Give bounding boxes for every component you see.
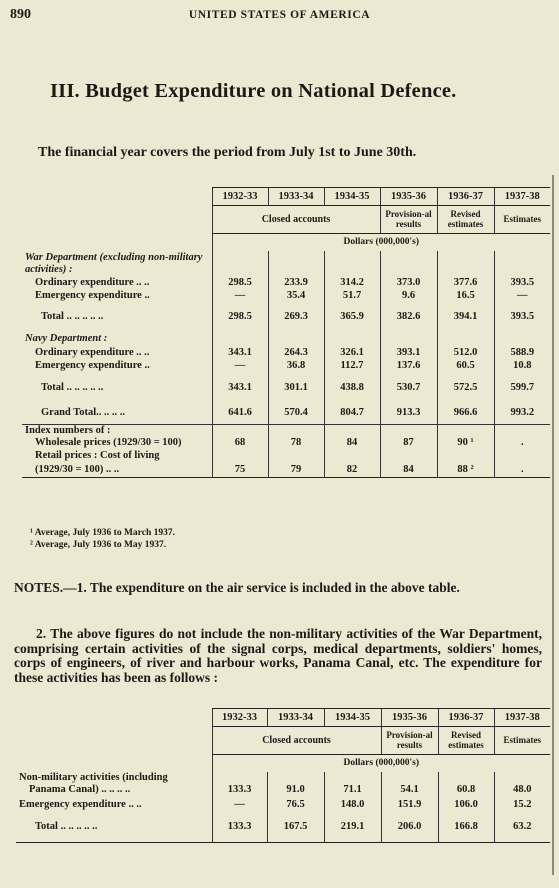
cell: 393.5 <box>494 277 550 290</box>
war-heading-row <box>22 251 550 277</box>
cell: 133.3 <box>212 813 267 843</box>
war-department-heading: War Department (excluding non-military activities) : <box>25 251 203 275</box>
cell: 10.8 <box>494 360 550 373</box>
year-header: 1935-36 <box>381 709 438 727</box>
row-label: Non-military activities (including <box>19 771 168 783</box>
cell: 966.6 <box>437 403 494 425</box>
table-row <box>22 277 550 290</box>
cell: 570.4 <box>268 403 324 425</box>
cell: 233.9 <box>268 277 324 290</box>
cell: 365.9 <box>324 303 380 331</box>
table-row <box>22 303 550 331</box>
cell: 377.6 <box>437 277 494 290</box>
cell: 68 <box>212 437 268 450</box>
cell: 298.5 <box>212 277 268 290</box>
total-row <box>16 813 550 843</box>
navy-heading-row <box>22 331 550 347</box>
cell: 112.7 <box>324 360 380 373</box>
cell: . <box>494 462 550 478</box>
revised-header: Revised estimates <box>438 727 494 755</box>
cell: 88 ² <box>437 462 494 478</box>
cell: 82 <box>324 462 380 478</box>
index-heading-row <box>22 425 550 437</box>
cell: 167.5 <box>267 813 324 843</box>
cell: 588.9 <box>494 347 550 360</box>
cell: 438.8 <box>324 373 380 403</box>
status-header-row <box>16 727 550 755</box>
estimates-header: Estimates <box>494 206 550 234</box>
year-header: 1936-37 <box>438 709 494 727</box>
note-1: NOTES.—1. The expenditure on the air service is included in the above table. <box>14 580 460 595</box>
table-row <box>16 772 550 784</box>
cell: 35.4 <box>268 290 324 303</box>
page-number: 890 <box>10 7 31 22</box>
cell: — <box>212 797 267 813</box>
cell: 48.0 <box>494 784 550 797</box>
year-header: 1937-38 <box>494 188 550 206</box>
footnote-2: ² Average, July 1936 to May 1937. <box>30 540 167 550</box>
year-header: 1932-33 <box>212 188 268 206</box>
cell: 512.0 <box>437 347 494 360</box>
row-label: Emergency expenditure .. .. <box>19 798 142 810</box>
note-2: 2. The above figures do not include the non-military activities of the War Department, comprising certain activities of the signal corps, medical departments, soldiers' homes, corps of engineers, of river and harbour works, Panama Canal, etc. The expenditure for these activities has been as follows : <box>14 626 542 685</box>
cell: 106.0 <box>438 797 494 813</box>
revised-header: Revised estimates <box>437 206 494 234</box>
cell: 90 ¹ <box>437 437 494 450</box>
cell: 15.2 <box>494 797 550 813</box>
year-header: 1932-33 <box>212 709 267 727</box>
cell: 804.7 <box>324 403 380 425</box>
cell: 16.5 <box>437 290 494 303</box>
page-title: III. Budget Expenditure on National Defence. <box>50 80 457 102</box>
cell: 913.3 <box>380 403 437 425</box>
closed-accounts-header: Closed accounts <box>212 727 381 755</box>
table-row <box>16 784 550 797</box>
running-header: UNITED STATES OF AMERICA <box>188 9 371 21</box>
cell: — <box>212 360 268 373</box>
year-header: 1935-36 <box>380 188 437 206</box>
row-label: Total .. .. .. .. .. <box>41 310 104 322</box>
provisional-header: Provision-al results <box>380 206 437 234</box>
cell: 87 <box>380 437 437 450</box>
cell: 71.1 <box>324 784 381 797</box>
cell: 314.2 <box>324 277 380 290</box>
cell: 572.5 <box>437 373 494 403</box>
row-label: Retail prices : Cost of living <box>35 449 160 461</box>
row-label: Grand Total.. .. .. .. <box>41 407 126 419</box>
cell: 36.8 <box>268 360 324 373</box>
table-row <box>22 290 550 303</box>
cell: 91.0 <box>267 784 324 797</box>
table-row <box>22 347 550 360</box>
estimates-header: Estimates <box>494 727 550 755</box>
row-label: Emergency expenditure .. <box>35 290 150 302</box>
cell: 133.3 <box>212 784 267 797</box>
cell: 269.3 <box>268 303 324 331</box>
cell: 76.5 <box>267 797 324 813</box>
cell: 84 <box>380 462 437 478</box>
cell: 301.1 <box>268 373 324 403</box>
footnote-1: ¹ Average, July 1936 to March 1937. <box>30 528 175 538</box>
cell: 79 <box>268 462 324 478</box>
cell: 148.0 <box>324 797 381 813</box>
row-label: Ordinary expenditure .. .. <box>35 277 150 289</box>
cell: 206.0 <box>381 813 438 843</box>
cell: 641.6 <box>212 403 268 425</box>
cell: 373.0 <box>380 277 437 290</box>
year-header: 1933-34 <box>268 188 324 206</box>
cell: 51.7 <box>324 290 380 303</box>
cell: — <box>494 290 550 303</box>
row-label: Total .. .. .. .. .. <box>41 381 104 393</box>
unit-label: Dollars (000,000's) <box>212 755 550 772</box>
scan-edge-line <box>552 175 554 875</box>
cell: — <box>212 290 268 303</box>
table-row <box>22 462 550 478</box>
row-label: (1929/30 = 100) .. .. <box>35 463 120 475</box>
year-header-row <box>22 188 550 206</box>
year-header-row <box>16 709 550 727</box>
cell: 63.2 <box>494 813 550 843</box>
cell: 326.1 <box>324 347 380 360</box>
cell: 298.5 <box>212 303 268 331</box>
index-heading: Index numbers of : <box>22 425 212 437</box>
cell: 530.7 <box>380 373 437 403</box>
defence-expenditure-table <box>22 187 550 478</box>
cell: 264.3 <box>268 347 324 360</box>
cell: 393.1 <box>380 347 437 360</box>
cell: 394.1 <box>437 303 494 331</box>
cell: 9.6 <box>380 290 437 303</box>
row-label: Ordinary expenditure .. .. <box>35 347 150 359</box>
intro-text: The financial year covers the period from July 1st to June 30th. <box>38 145 417 160</box>
cell: 599.7 <box>494 373 550 403</box>
unit-row <box>16 755 550 772</box>
unit-label: Dollars (000,000's) <box>212 234 550 251</box>
row-label: Total .. .. .. .. .. <box>35 821 98 833</box>
provisional-header: Provision-al results <box>381 727 438 755</box>
row-label: Panama Canal) .. .. .. .. <box>29 784 131 796</box>
cell: . <box>494 437 550 450</box>
table-row <box>22 373 550 403</box>
grand-total-row <box>22 403 550 425</box>
cell: 219.1 <box>324 813 381 843</box>
cell: 60.8 <box>438 784 494 797</box>
table-row <box>22 450 550 462</box>
cell: 78 <box>268 437 324 450</box>
unit-row <box>22 234 550 251</box>
cell: 54.1 <box>381 784 438 797</box>
non-military-expenditure-table <box>16 708 550 843</box>
cell: 84 <box>324 437 380 450</box>
status-header-row <box>22 206 550 234</box>
cell: 343.1 <box>212 347 268 360</box>
cell: 137.6 <box>380 360 437 373</box>
closed-accounts-header: Closed accounts <box>212 206 380 234</box>
cell: 75 <box>212 462 268 478</box>
cell: 382.6 <box>380 303 437 331</box>
table-row <box>16 797 550 813</box>
table-row <box>22 437 550 450</box>
year-header: 1937-38 <box>494 709 550 727</box>
cell: 393.5 <box>494 303 550 331</box>
year-header: 1934-35 <box>324 188 380 206</box>
navy-department-heading: Navy Department : <box>25 332 108 344</box>
cell: 60.5 <box>437 360 494 373</box>
row-label: Wholesale prices (1929/30 = 100) <box>35 437 182 449</box>
cell: 166.8 <box>438 813 494 843</box>
row-label: Emergency expenditure .. <box>35 360 150 372</box>
year-header: 1936-37 <box>437 188 494 206</box>
year-header: 1934-35 <box>324 709 381 727</box>
table-row <box>22 360 550 373</box>
year-header: 1933-34 <box>267 709 324 727</box>
cell: 151.9 <box>381 797 438 813</box>
cell: 993.2 <box>494 403 550 425</box>
cell: 343.1 <box>212 373 268 403</box>
